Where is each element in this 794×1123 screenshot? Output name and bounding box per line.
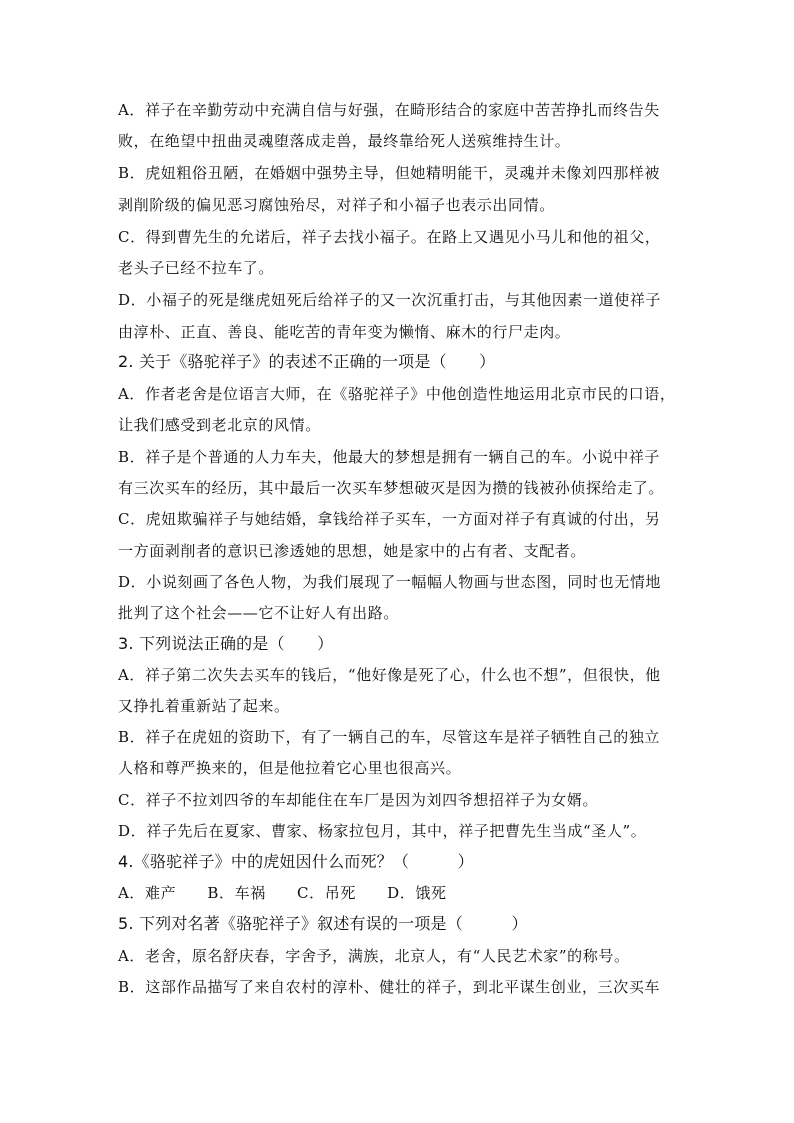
question-heading: 2. 关于《骆驼祥子》的表述不正确的一项是（ ） [118,352,496,371]
option-line: B．这部作品描写了来自农村的淳朴、健壮的祥子，到北平谋生创业，三次买车 [118,978,661,996]
option-line: A．难产 B．车祸 C．吊死 D．饿死 [118,884,447,902]
question-heading: 4.《骆驼祥子》中的虎妞因什么而死？（ ） [118,852,474,871]
option-line: B．祥子是个普通的人力车夫，他最大的梦想是拥有一辆自己的车。小说中祥子 [118,448,661,466]
option-line: A．作者老舍是位语言大师，在《骆驼祥子》中他创造性地运用北京市民的口语， [118,385,676,403]
option-line: 让我们感受到老北京的风情。 [118,416,321,434]
option-line: C．祥子不拉刘四爷的车却能住在车厂是因为刘四爷想招祥子为女婿。 [118,791,599,809]
option-line: 有三次买车的经历，其中最后一次买车梦想破灭是因为攒的钱被孙侦探给走了。 [118,479,665,497]
option-line: C．虎妞欺骗祥子与她结婚，拿钱给祥子买车，一方面对祥子有真诚的付出，另 [118,510,661,528]
option-line: 败，在绝望中扭曲灵魂堕落成走兽，最终靠给死人送殡维持生计。 [118,132,571,150]
option-line: D．小福子的死是继虎妞死后给祥子的又一次沉重打击，与其他因素一道使祥子 [118,291,662,309]
option-line: B．虎妞粗俗丑陋，在婚姻中强势主导，但她精明能干，灵魂并未像刘四那样被 [118,164,661,182]
option-line: A．祥子在辛勤劳动中充满自信与好强，在畸形结合的家庭中苦苦挣扎而终告失 [118,101,660,119]
option-line: B．祥子在虎妞的资助下，有了一辆自己的车，尽管这车是祥子牺牲自己的独立 [118,728,661,746]
option-line: 人格和尊严换来的，但是他拉着它心里也很高兴。 [118,759,462,777]
option-line: 批判了这个社会——它不让好人有出路。 [118,604,399,622]
option-line: A．祥子第二次失去买车的钱后，“他好像是死了心，什么也不想”，但很快，他 [118,666,661,684]
option-line: 剥削阶级的偏见恶习腐蚀殆尽，对祥子和小福子也表示出同情。 [118,196,555,214]
question-heading: 3. 下列说法正确的是（ ） [118,634,334,653]
option-line: 由淳朴、正直、善良、能吃苦的青年变为懒惰、麻木的行尸走肉。 [118,323,571,341]
option-line: 一方面剥削者的意识已渗透她的思想，她是家中的占有者、支配者。 [118,542,587,560]
option-line: 又挣扎着重新站了起来。 [118,697,290,715]
option-line: A．老舍，原名舒庆春，字舍予，满族，北京人，有“人民艺术家”的称号。 [118,947,630,965]
option-line: D．小说刻画了各色人物，为我们展现了一幅幅人物画与世态图，同时也无情地 [118,573,662,591]
option-line: 老头子已经不拉车了。 [118,259,275,277]
option-line: D．祥子先后在夏家、曹家、杨家拉包月，其中，祥子把曹先生当成“圣人”。 [118,822,647,840]
question-heading: 5. 下列对名著《骆驼祥子》叙述有误的一项是（ ） [118,914,528,933]
option-line: C．得到曹先生的允诺后，祥子去找小福子。在路上又遇见小马儿和他的祖父， [118,228,661,246]
